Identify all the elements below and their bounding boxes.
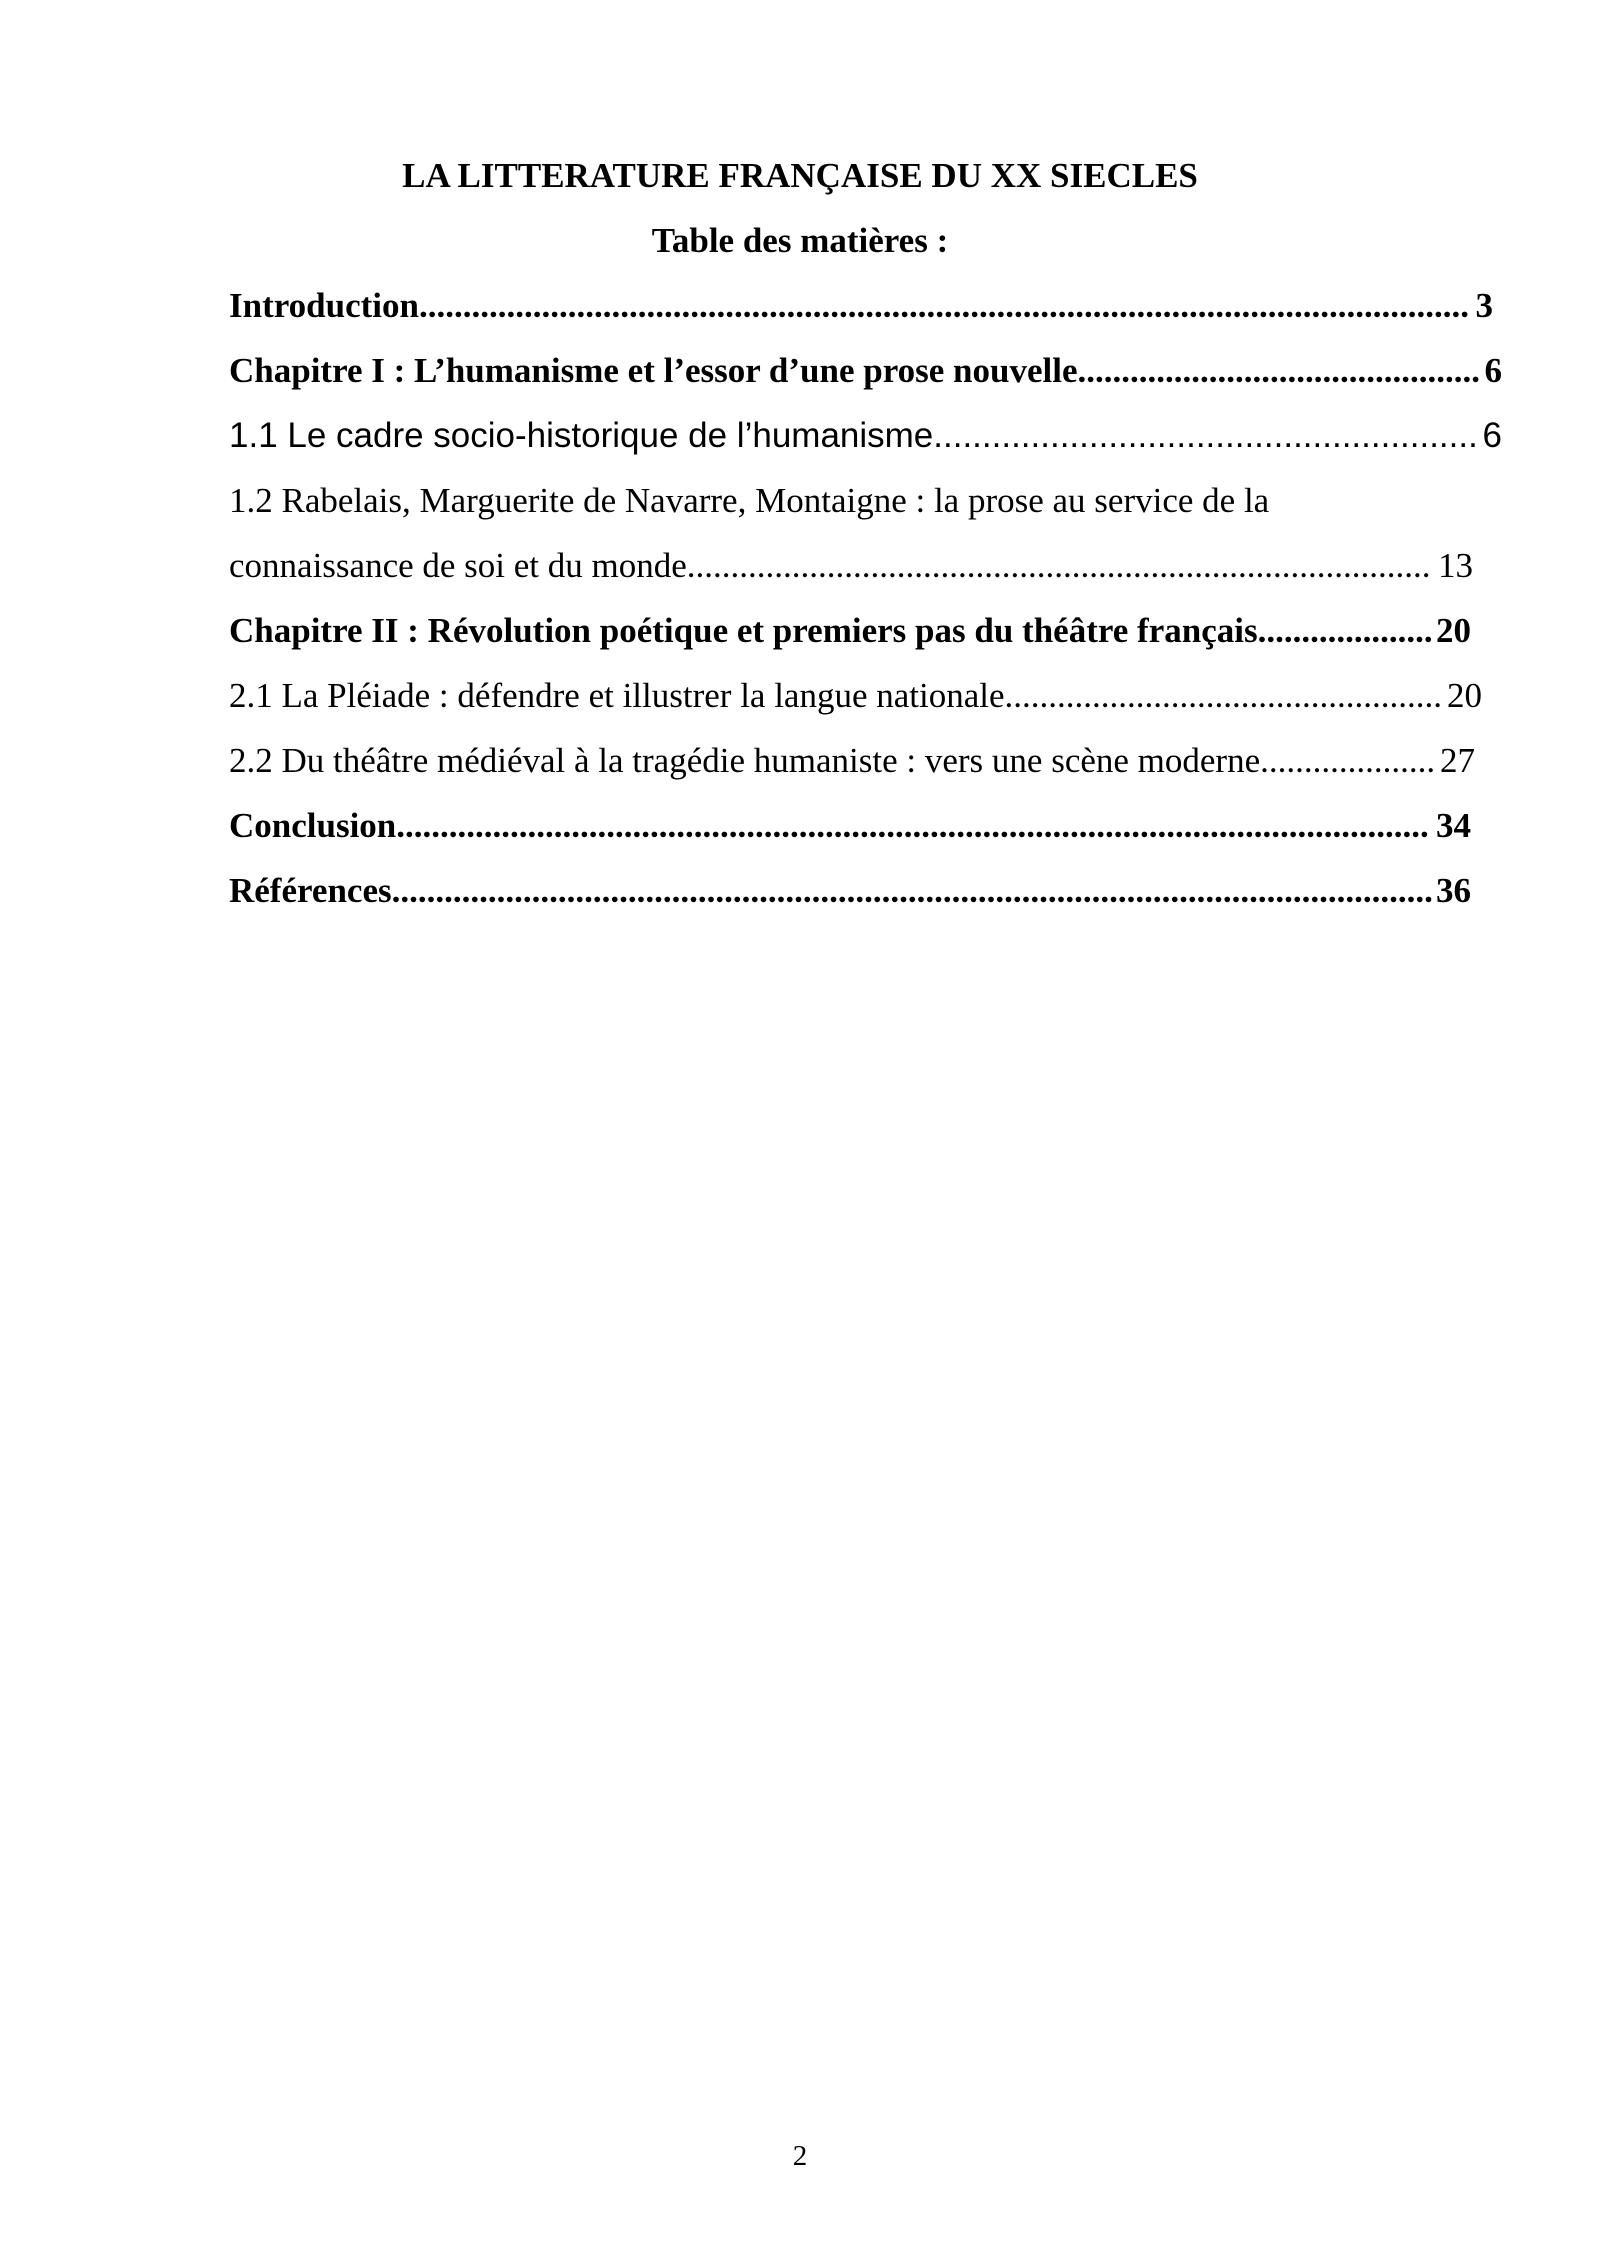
page-number: 2 [792,2140,808,2172]
toc-entry-references[interactable] [229,867,1491,932]
toc-leader-dots: .................... [1257,611,1433,650]
toc-leader-dots: .............................................. [1077,351,1480,390]
toc-entry-label: 2.2 Du théâtre médiéval à la tragédie humaniste : vers une scène moderne [229,741,1261,780]
toc-entry-section-2-1[interactable] [229,672,1491,737]
toc-entry-label: 1.1 Le cadre socio-historique de l’humanisme [229,416,934,455]
toc-entry-section-1-2[interactable] [229,477,1491,542]
toc-entry-page: 27 [1440,741,1475,780]
toc-entry-page: 20 [1447,676,1482,715]
toc-entry-label: Chapitre II : Révolution poétique et premiers pas du théâtre français [229,611,1258,650]
toc-entry-label: Introduction [229,286,419,325]
toc-entry-introduction[interactable] [229,282,1491,347]
toc-entry-label: 1.2 Rabelais, Marguerite de Navarre, Montaigne : la prose au service de la [229,481,1270,520]
toc-entry-page: 20 [1436,611,1471,650]
toc-leader-dots: ...................................................................................................................... [396,806,1429,845]
toc-entry-label: Références [229,871,392,910]
toc-leader-dots: ....................................................................................................................... [391,871,1433,910]
toc-entry-chapitre-1[interactable] [229,347,1502,412]
toc-entry-section-2-2[interactable] [229,737,1491,802]
toc-entry-page: 6 [1484,351,1502,390]
toc-entry-section-1-2-continued[interactable] [229,542,1491,607]
toc-leader-dots: .................... [1260,741,1436,780]
toc-leader-dots: ........................................................................................................................ [418,286,1469,325]
toc-leader-dots: ........................................................ [933,416,1478,455]
document-title: LA LITTERATURE FRANÇAISE DU XX SIECLES [402,156,1198,195]
toc-entry-label: Conclusion [229,806,397,845]
toc-leader-dots: .................................................. [1004,676,1443,715]
toc-entry-conclusion[interactable] [229,802,1491,867]
toc-entry-page: 36 [1436,871,1471,910]
toc-leader-dots: ..................................................................................... [686,546,1431,585]
toc-entry-chapitre-2[interactable] [229,607,1491,672]
toc-heading: Table des matières : [651,221,949,260]
toc-entry-label: Chapitre I : L’humanisme et l’essor d’une prose nouvelle [229,351,1078,390]
toc-entry-label: 2.1 La Pléiade : défendre et illustrer la langue nationale [229,676,1005,715]
toc-entry-page: 6 [1482,416,1502,455]
toc-entry-page: 3 [1475,286,1493,325]
toc-entry-section-1-1[interactable] [229,412,1502,477]
table-of-contents [229,282,1502,932]
toc-entry-page: 13 [1438,546,1473,585]
toc-entry-page: 34 [1436,806,1471,845]
toc-entry-label: connaissance de soi et du monde [229,546,687,585]
